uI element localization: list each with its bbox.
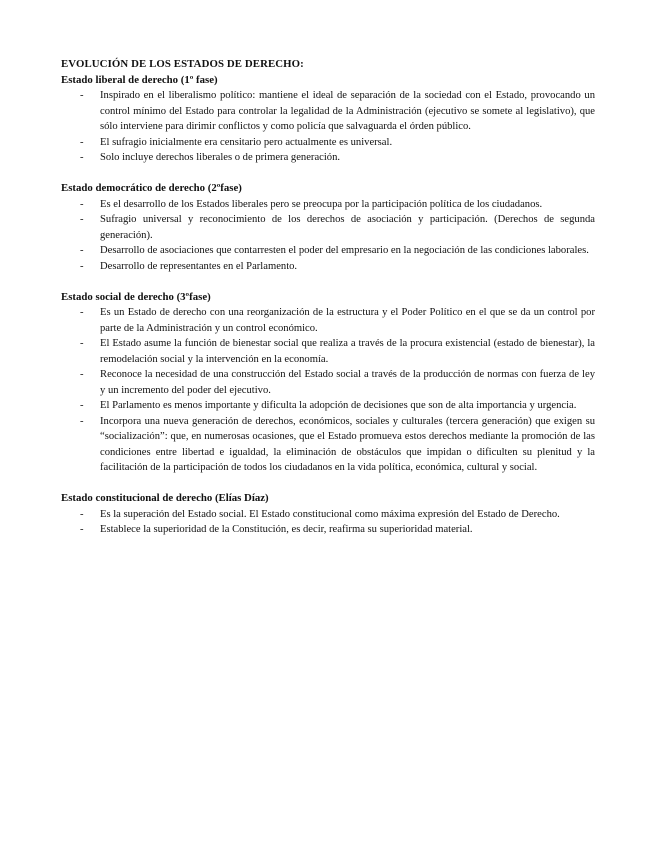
dash-bullet: - (80, 260, 84, 272)
list-item (61, 88, 595, 135)
bullet-list (61, 197, 595, 275)
list-item (61, 414, 595, 476)
dash-bullet: - (80, 214, 84, 225)
list-item (61, 243, 595, 259)
list-item (61, 212, 595, 243)
section-heading: Estado constitucional de derecho (Elías Díaz) (61, 492, 269, 504)
section-heading: Estado liberal de derecho (1º fase) (61, 73, 218, 86)
list-item-text: Reconoce la necesidad de una construcción del Estado social a través de la producción de normas con fuerza de ley y un incremento del poder del ejecutivo. (100, 369, 595, 396)
dash-bullet: - (80, 338, 84, 349)
list-item-text: Establece la superioridad de la Constitución, es decir, reafirma su superioridad material. (100, 524, 473, 535)
dash-bullet: - (80, 415, 84, 427)
list-item-text: Es el desarrollo de los Estados liberales pero se preocupa por la participación política de los ciudadanos. (100, 198, 543, 210)
dash-bullet: - (80, 524, 84, 535)
list-item-text: Desarrollo de representantes en el Parlamento. (100, 260, 298, 272)
list-item-text: Es la superación del Estado social. El Estado constitucional como máxima expresión del Estado de Derecho. (100, 508, 560, 520)
list-item-text: Desarrollo de asociaciones que contarresten el poder del empresario en la negociación de las condiciones laborales. (100, 245, 589, 256)
list-item-text: El Estado asume la función de bienestar social que realiza a través de la procura existencial (estado de bienestar), la remodelación social y la intervención en la economía. (100, 338, 595, 365)
list-item (61, 197, 595, 213)
document-title: EVOLUCIÓN DE LOS ESTADOS DE DERECHO: (61, 58, 304, 70)
section-heading: Estado democrático de derecho (2ºfase) (61, 182, 242, 194)
document-page (61, 57, 595, 553)
section-democratico (61, 181, 595, 274)
section-constitucional (61, 491, 595, 538)
dash-bullet: - (80, 307, 84, 318)
dash-bullet: - (80, 136, 84, 148)
dash-bullet: - (80, 400, 84, 411)
dash-bullet: - (80, 369, 84, 380)
list-item-text: El Parlamento es menos importante y dificulta la adopción de decisiones que son de alta importancia y urgencia. (100, 400, 577, 411)
dash-bullet: - (80, 152, 84, 163)
list-item-text: Incorpora una nueva generación de derechos, económicos, sociales y culturales (tercera generación) que exigen su “socialización”: que, en numerosas ocasiones, que el Estado promueva estos derechos mediante la promoción de las condiciones entre libertad e igualdad, la eliminación de obstáculos que impidan o dificulten su plenitud y la facilitación de la participación de todos los ciudadanos en la vida política, económica, cultural y social. (100, 415, 595, 473)
dash-bullet: - (80, 508, 84, 520)
list-item (61, 367, 595, 398)
list-item-text: El sufragio inicialmente era censitario pero actualmente es universal. (100, 136, 393, 148)
bullet-list (61, 305, 595, 476)
section-heading: Estado social de derecho (3ºfase) (61, 290, 211, 303)
section-social (61, 290, 595, 476)
dash-bullet: - (80, 245, 84, 256)
bullet-list (61, 88, 595, 166)
list-item (61, 507, 595, 523)
list-item (61, 150, 595, 166)
bullet-list (61, 507, 595, 538)
list-item (61, 522, 595, 538)
list-item-text: Solo incluye derechos liberales o de primera generación. (100, 152, 341, 163)
list-item-text: Inspirado en el liberalismo político: mantiene el ideal de separación de la sociedad con el Estado, provocando un control mínimo del Estado para controlar la legalidad de la Administración (ejecutivo se somete al legislativo), que sólo interviene para dirimir conflictos y como policía que salvaguarda el órden público. (100, 90, 595, 132)
section-liberal (61, 73, 595, 166)
list-item (61, 135, 595, 151)
dash-bullet: - (80, 90, 84, 101)
dash-bullet: - (80, 198, 84, 210)
list-item (61, 259, 595, 275)
list-item-text: Es un Estado de derecho con una reorganización de la estructura y el Poder Político en el que se da un control por parte de la Administración y un control económico. (100, 307, 595, 334)
list-item (61, 398, 595, 414)
list-item (61, 305, 595, 336)
list-item-text: Sufragio universal y reconocimiento de los derechos de asociación y participación. (Derechos de segunda generación). (100, 214, 595, 241)
list-item (61, 336, 595, 367)
